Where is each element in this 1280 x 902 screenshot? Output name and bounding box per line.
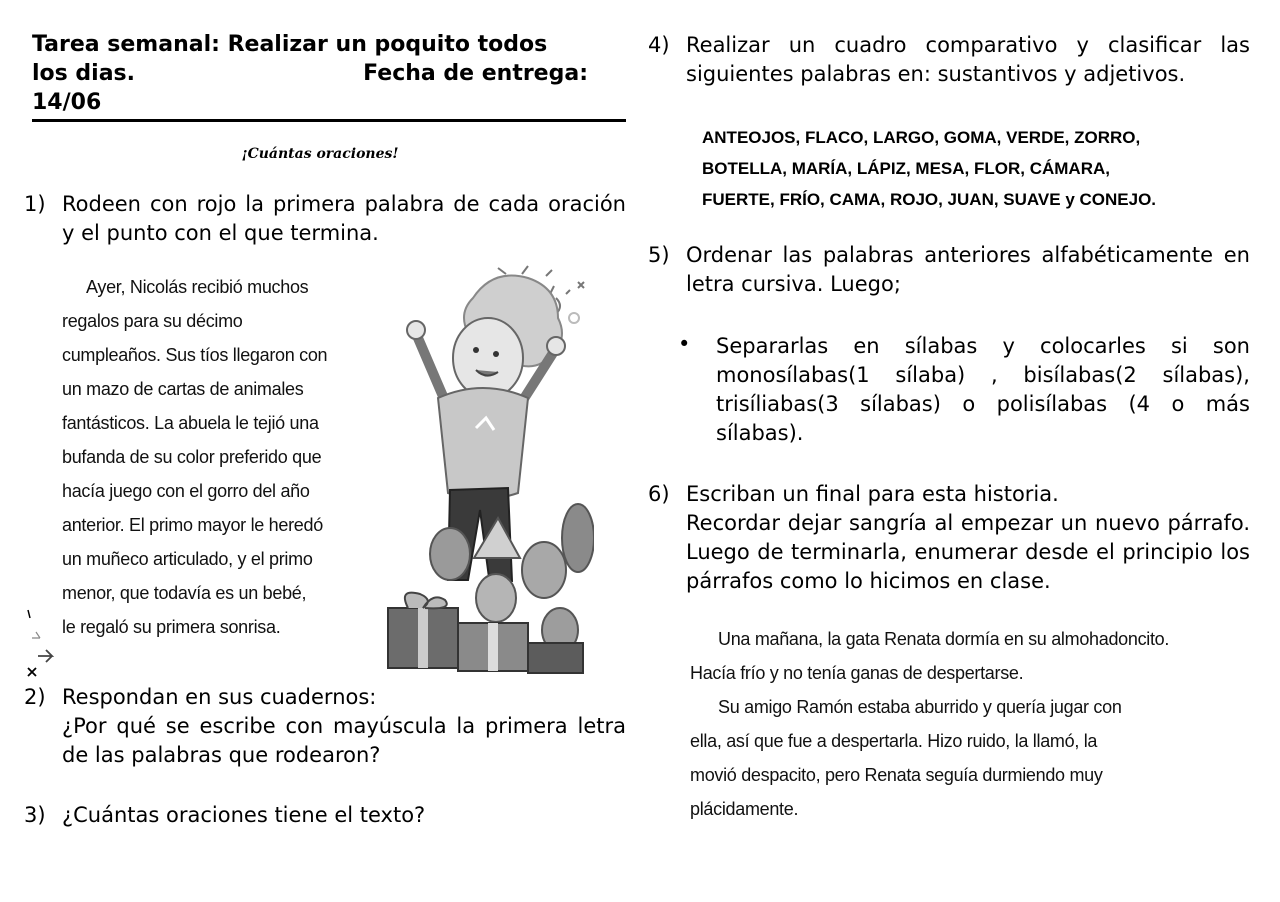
task-text: ¿Cuántas oraciones tiene el texto? — [62, 803, 426, 827]
task-number: 4) — [648, 33, 670, 57]
word-list-line: FUERTE, FRÍO, CAMA, ROJO, JUAN, SUAVE y CONEJO. — [702, 190, 1157, 209]
story-line: Su amigo Ramón estaba aburrido y quería jugar con — [718, 697, 1122, 717]
section-subtitle: ¡Cuántas oraciones! — [241, 146, 399, 162]
story-line: menor, que todavía es un bebé, — [62, 583, 307, 603]
story-line: regalos para su décimo — [62, 311, 243, 331]
due-date-label: Fecha de entrega: — [363, 61, 588, 86]
header-title-end: los dias. — [32, 61, 135, 86]
story-line: bufanda de su color preferido que — [62, 447, 322, 467]
task-text: Rodeen con rojo la primera palabra de cada oración y el punto con el que termina. — [62, 192, 626, 245]
task-number: 2) — [24, 685, 46, 709]
task-number: 5) — [648, 243, 670, 267]
story-line: plácidamente. — [690, 799, 799, 819]
story-line: Hacía frío y no tenía ganas de despertarse. — [690, 663, 1024, 683]
header-line-2 — [32, 59, 626, 88]
story-line: un muñeco articulado, y el primo — [62, 549, 313, 569]
syllable-instruction — [716, 332, 1250, 448]
story-line: anterior. El primo mayor le heredó — [62, 515, 323, 535]
word-list-line: ANTEOJOS, FLACO, LARGO, GOMA, VERDE, ZORRO, — [702, 128, 1141, 147]
story-line: movió despacito, pero Renata seguía durmiendo muy — [690, 765, 1103, 785]
boy-face-icon — [453, 318, 523, 398]
story-line: un mazo de cartas de animales — [62, 379, 304, 399]
story-line: ella, así que fue a despertarla. Hizo ruido, la llamó, la — [690, 731, 1098, 751]
story-line: cumpleaños. Sus tíos llegaron con — [62, 345, 328, 365]
bullet-symbol: • — [678, 332, 691, 356]
word-list — [702, 122, 1242, 215]
task-number: 3) — [24, 803, 46, 827]
due-date-value: 14/06 — [32, 90, 102, 115]
task-text: Realizar un cuadro comparativo y clasificar las siguientes palabras en: sustantivos y adjetivos. — [686, 33, 1250, 86]
assignment-header — [32, 30, 626, 117]
bullet-text: Separarlas en sílabas y colocarles si son monosílabas(1 sílaba) , bisílabas(2 sílabas), trisíliabas(3 sílabas) o polisílabas (4 o más sílabas). — [716, 334, 1250, 445]
boy-shirt-icon — [438, 388, 528, 499]
header-divider — [32, 119, 626, 122]
birthday-boy-illustration — [378, 258, 594, 676]
confetti-icon — [22, 606, 66, 680]
task-detail: Recordar dejar sangría al empezar un nuevo párrafo. Luego de terminarla, enumerar desde el principio los párrafos como lo hicimos en clase. — [686, 511, 1250, 593]
task-question: ¿Por qué se escribe con mayúscula la primera letra de las palabras que rodearon? — [62, 714, 626, 767]
task-text: Ordenar las palabras anteriores alfabéticamente en letra cursiva. Luego; — [686, 243, 1250, 296]
word-list-line: BOTELLA, MARÍA, LÁPIZ, MESA, FLOR, CÁMARA, — [702, 159, 1110, 178]
task-text: Respondan en sus cuadernos: — [62, 685, 377, 709]
cat-story — [690, 622, 1250, 826]
header-line-1: Tarea semanal: Realizar un poquito todos — [32, 32, 548, 57]
task-6 — [648, 480, 1250, 618]
story-line: Ayer, Nicolás recibió muchos — [86, 277, 309, 297]
task-number: 6) — [648, 482, 670, 506]
story-line: Una mañana, la gata Renata dormía en su almohadoncito. — [718, 629, 1170, 649]
story-line: fantásticos. La abuela le tejió una — [62, 413, 319, 433]
task-text: Escriban un final para esta historia. — [686, 482, 1059, 506]
task-number: 1) — [24, 192, 46, 216]
story-line: le regaló su primera sonrisa. — [62, 617, 281, 637]
birthday-story — [62, 270, 392, 644]
story-line: hacía juego con el gorro del año — [62, 481, 310, 501]
